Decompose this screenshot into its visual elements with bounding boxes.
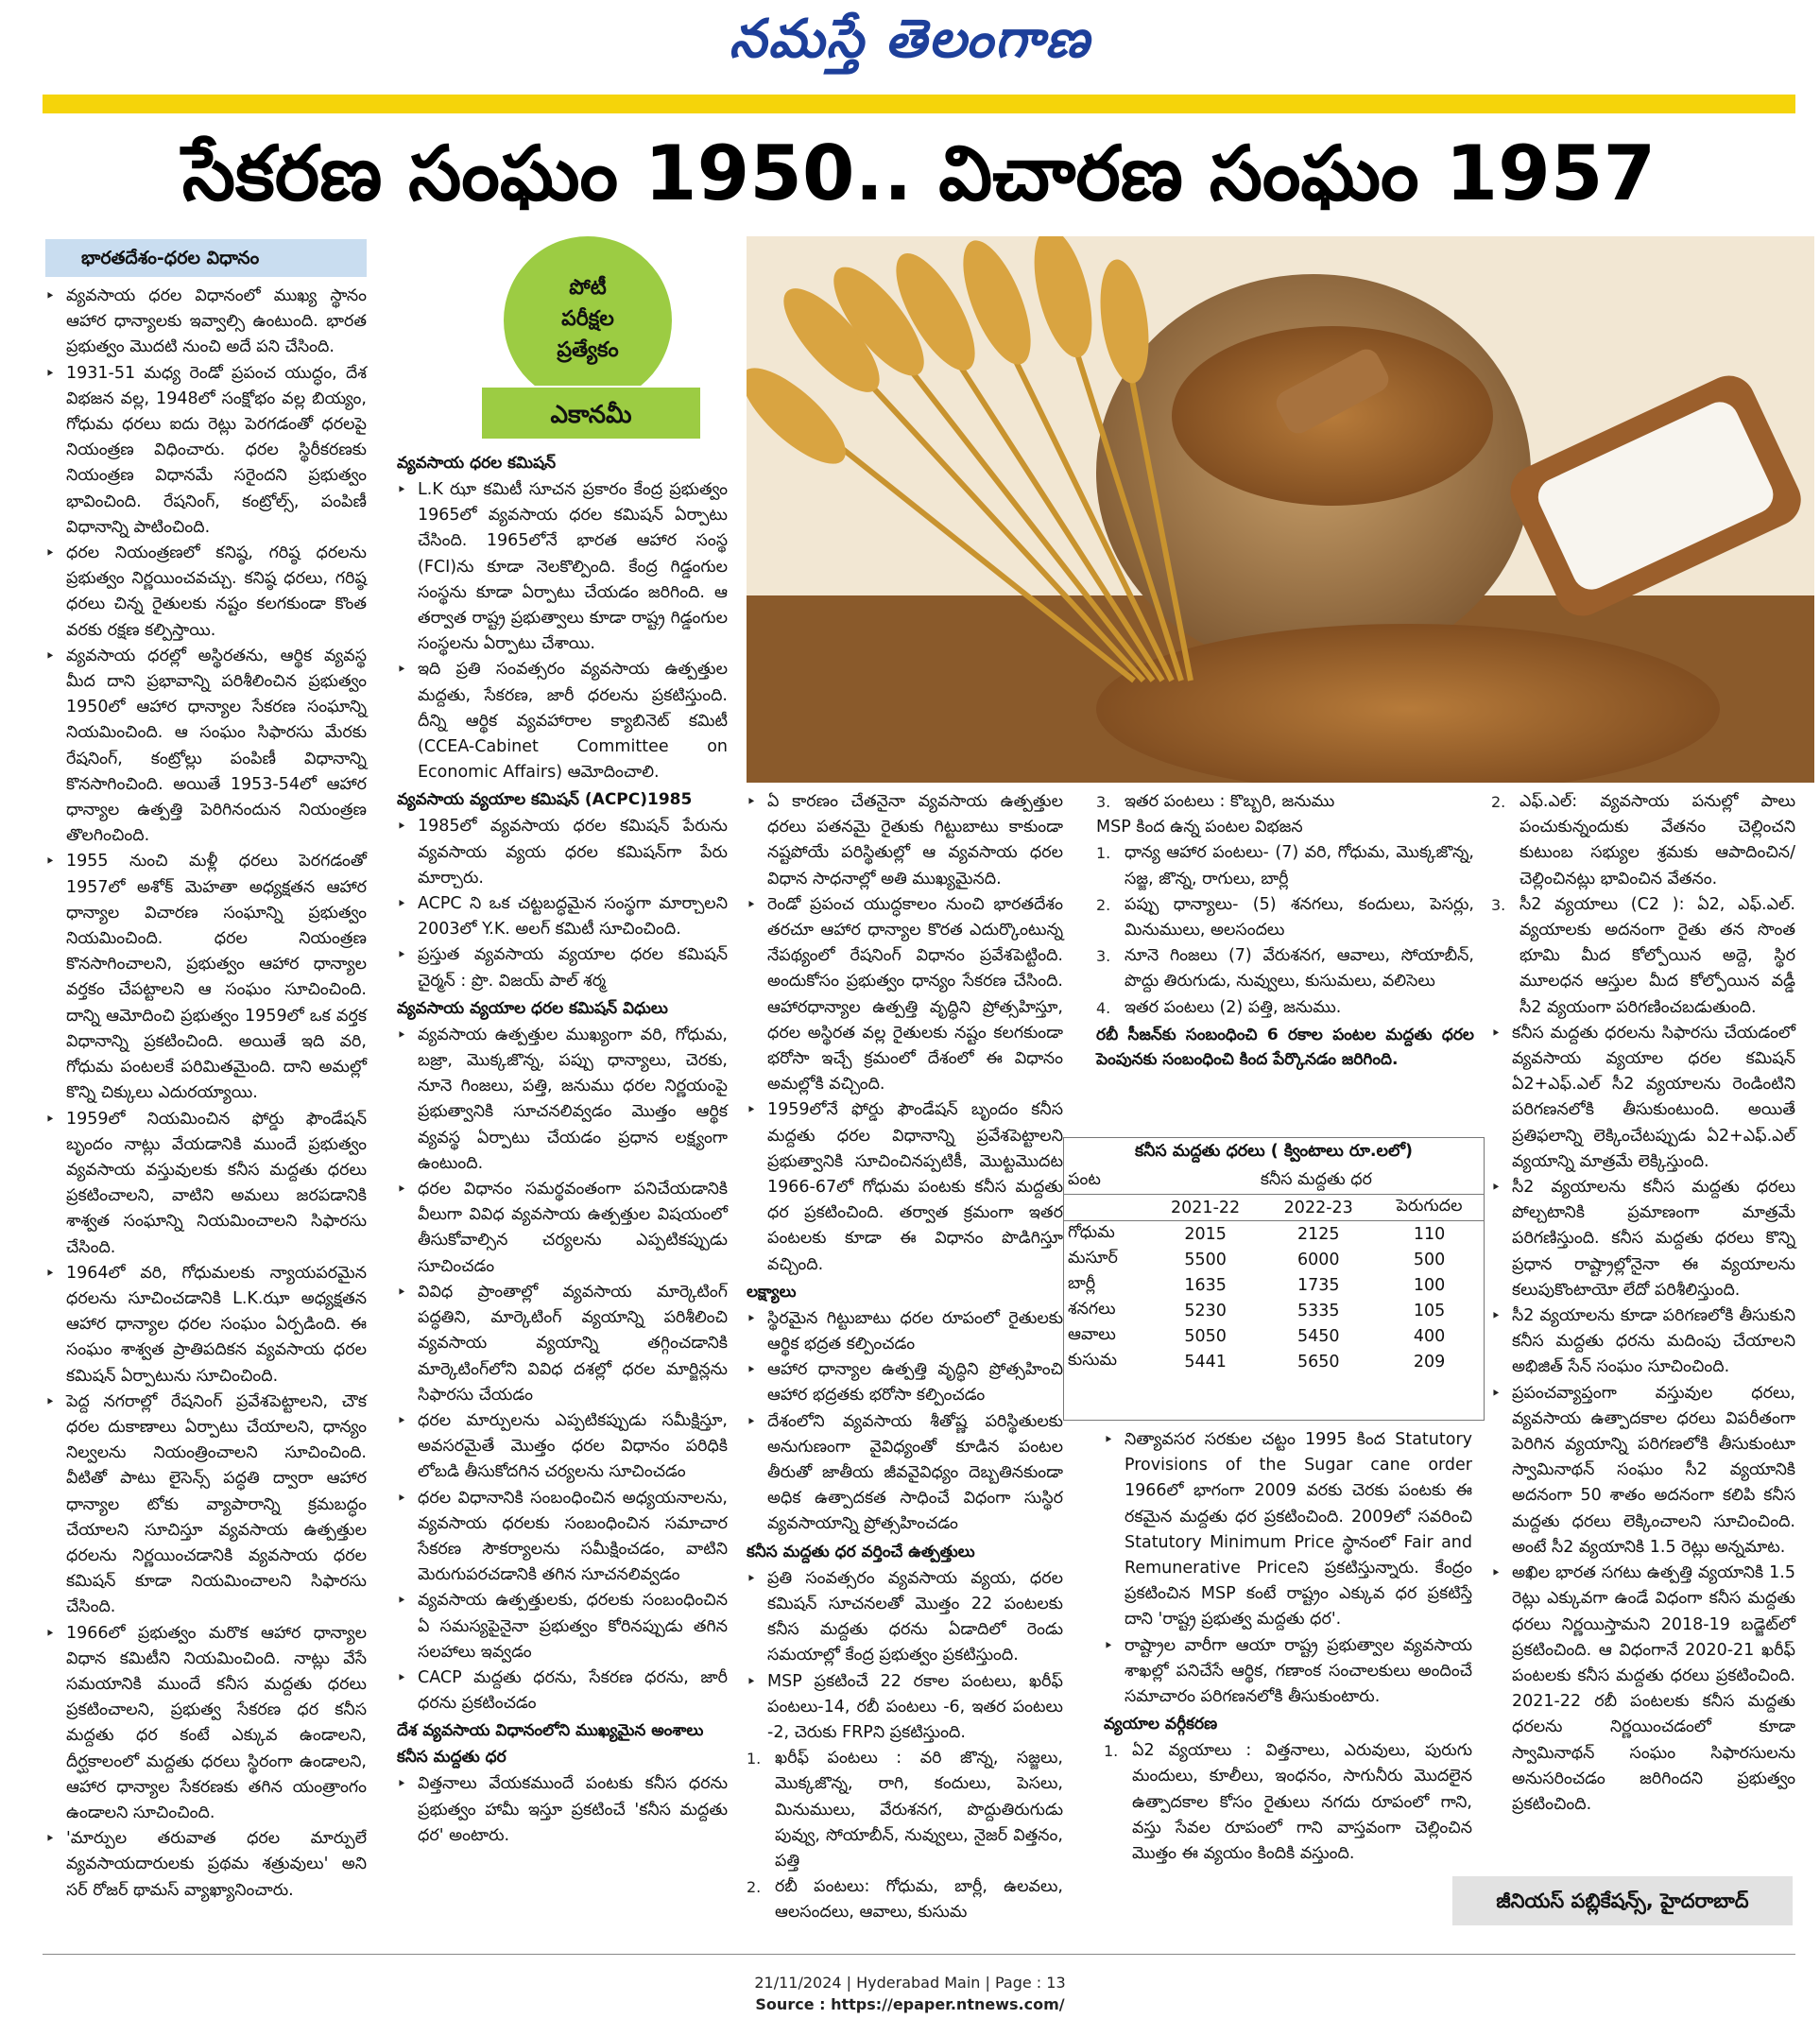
numbered-item: 2. రబీ పంటలు: గోధుమ, బార్లీ, ఉలవలు, ఆలసందలు, ఆవాలు, కుసుమ	[747, 1874, 1063, 1925]
masthead-divider	[43, 95, 1795, 113]
paragraph: ⯈ 'మార్పుల తరువాత ధరల మార్పులే వ్యవసాయదారులకు ప్రథమ శత్రువులు' అని సర్ రోజర్ థామస్ వ్యాఖ్యానించారు.	[45, 1826, 367, 1904]
paragraph: ⯈ ఆహార ధాన్యాల ఉత్పత్తి వృద్ధిని ప్రోత్సహించి ఆహార భద్రతకు భరోసా కల్పించడం	[747, 1357, 1063, 1408]
section-heading: వ్యయాల వర్గీకరణ	[1104, 1715, 1218, 1734]
paragraph: ⯈ 1931-51 మధ్య రెండో ప్రపంచ యుద్ధం, దేశ విభజన వల్ల, 1948లో సంక్షోభం వల్ల బియ్యం, గోధుమ ధరలు ఐదు రెట్లు పెరగడంతో ధరలపై నియంత్రణ విధించారు. ధరల స్థిరీకరణకు నియంత్రణ విధానమే సరైందని ప్రభుత్వం భావించింది. రేషనింగ్, కంట్రోల్స్, పంపిణీ విధానాన్ని పాటించింది.	[45, 361, 367, 541]
paragraph: ⯈ నిత్యావసర సరకుల చట్టం 1995 కింద Statutory Provisions of the Sugar cane order 1966లో భాగంగా 2009 వరకు చెరకు పంటకు ఈ రకమైన మద్దతు ధర ప్రకటించింది. 2009లో సవరించి Statutory Minimum Price స్థానంలో Fair and Remunerative Priceని ప్రకటిస్తున్నారు. కేంద్రం ప్రకటించిన MSP కంటే రాష్ట్రం ఎక్కువ ధర ప్రకటిస్తే దాని 'రాష్ట్ర ప్రభుత్వ మద్దతు ధర'.	[1104, 1427, 1472, 1633]
paragraph: ⯈ 1959లో నియమించిన ఫోర్డు ఫౌండేషన్ బృందం నాట్లు వేయడానికి ముందే ప్రభుత్వం వ్యవసాయ వస్తువులకు కనీస మద్దతు ధరలు ప్రకటించాలని, వాటిని అమలు జరపడానికి శాశ్వత సంఘాన్ని నియమించాలని సిఫారసు చేసింది.	[45, 1107, 367, 1261]
paragraph: ⯈ 1955 నుంచి మళ్లీ ధరలు పెరగడంతో 1957లో అశోక్ మెహతా అధ్యక్షతన ఆహార ధాన్యాల విచారణ సంఘాన్ని ప్రభుత్వం నియమించింది. ధరల నియంత్రణ కొనసాగించాలని, ప్రభుత్వం ఆహార ధాన్యాల వర్తకం చేపట్టాలని ఆ సంఘం సూచించింది. దాన్ని ఆమోదించి ప్రభుత్వం 1959లో ఒక వర్తక విధానాన్ని ప్రకటించింది. అయితే ఇది వరి, గోధుమ పంటలకే పరిమితమైంది. దాని అమల్లో కొన్ని చిక్కులు ఎదురయ్యాయి.	[45, 849, 367, 1106]
section-heading: దేశ వ్యవసాయ విధానంలోని ముఖ్యమైన అంశాలు	[397, 1721, 704, 1741]
paragraph: ⯈ 1959లోనే ఫోర్డు ఫౌండేషన్ బృందం కనీస మద్దతు ధరల విధానాన్ని ప్రవేశపెట్టాలని ప్రభుత్వానికి సూచించినప్పటికీ, మొట్టమొదట 1966-67లో గోధుమ పంటకు కనీస మద్దతు ధర ప్రకటించింది. తర్వాత క్రమంగా ఇతర పంటలకు కూడా ఈ విధానం పొడిగిస్తూ వచ్చింది.	[747, 1097, 1063, 1277]
wheat-illustration	[747, 236, 1814, 783]
paragraph: ⯈ ప్రస్తుత వ్యవసాయ వ్యయాల ధరల కమిషన్ చైర్మన్ : ప్రొ. విజయ్ పాల్ శర్మ	[397, 942, 728, 993]
paragraph: ⯈ ధరల మార్పులను ఎప్పటికప్పుడు సమీక్షిస్తూ, అవసరమైతే మొత్తం ధరల విధానం పరిధికి లోబడి తీసుకోదగిన చర్యలను సూచించడం	[397, 1408, 728, 1486]
badge-line: పోటీ	[569, 276, 607, 300]
increase-cell: 500	[1413, 1250, 1446, 1269]
table-row	[1064, 1349, 1484, 1374]
increase-cell: 110	[1413, 1224, 1446, 1244]
increase-cell: 209	[1413, 1352, 1446, 1372]
column-header: పెరుగుదల	[1375, 1195, 1484, 1221]
paragraph: ⯈ రాష్ట్రాల వారీగా ఆయా రాష్ట్ర ప్రభుత్వాల వ్యవసాయ శాఖల్లో పనిచేసే ఆర్థిక, గణాంక సంచాలకులు అందించే సమాచారం పరిగణనలోకి తీసుకుంటారు.	[1104, 1633, 1472, 1711]
section-heading: కనీస మద్దతు ధర వర్తించే ఉత్పత్తులు	[747, 1542, 975, 1562]
section-heading: వ్యవసాయ ధరల కమిషన్	[397, 454, 557, 473]
price-cell: 5500	[1184, 1250, 1227, 1269]
paragraph: ⯈ 1966లో ప్రభుత్వం మరొక ఆహార ధాన్యాల విధాన కమిటీని నియమించింది. నాట్లు వేసే సమయానికి ముందే కనీస మద్దతు ధరలు ప్రకటించాలని, ప్రభుత్వ సేకరణ ధర కనీస మద్దతు ధర కంటే ఎక్కువ ఉండాలని, దీర్ఘకాలంలో మద్దతు ధరలు స్థిరంగా ఉండాలని, ఆహార ధాన్యాల సేకరణకు తగిన యంత్రాంగం ఉండాలని సూచించింది.	[45, 1621, 367, 1827]
paragraph: ⯈ L.K ఝా కమిటీ సూచన ప్రకారం కేంద్ర ప్రభుత్వం 1965లో వ్యవసాయ ధరల కమిషన్ ఏర్పాటు చేసింది. 1965లోనే భారత ఆహార సంస్థ (FCI)ను కూడా నెలకొల్పింది. కేంద్ర గిడ్డంగుల సంస్థను కూడా ఏర్పాటు చేయడం జరిగింది. ఆ తర్వాత రాష్ట్ర ప్రభుత్వాలు కూడా రాష్ట్ర గిడ్డంగుల సంస్థలను ఏర్పాటు చేశాయి.	[397, 477, 728, 657]
paragraph: ⯈ ప్రతి సంవత్సరం వ్యవసాయ వ్యయ, ధరల కమిషన్ సూచనలతో మొత్తం 22 పంటలకు కనీస మద్దతు ధరను ఏడాదిలో రెండు సమయాల్లో కేంద్ర ప్రభుత్వం ప్రకటిస్తుంది.	[747, 1566, 1063, 1669]
paragraph: ⯈ వ్యవసాయ ఉత్పత్తులకు, ధరలకు సంబంధించిన ఏ సమస్యపైనైనా ప్రభుత్వం కోరినప్పుడు తగిన సలహాలు ఇవ్వడం	[397, 1588, 728, 1665]
column-header: 2021-22	[1149, 1195, 1262, 1221]
column-header: పంట	[1064, 1168, 1149, 1195]
category-label: ఎకానమీ	[480, 386, 702, 440]
numbered-item: 3. ఇతర పంటలు : కొబ్బరి, జనుము	[1096, 789, 1474, 815]
crop-cell: శనగలు	[1068, 1299, 1116, 1319]
column-3	[747, 789, 1063, 1924]
section-heading: రబీ సీజన్‌కు సంబంధించి 6 రకాల పంటల మద్దతు ధరల పెంపునకు సంబంధించి కింద పేర్కొనడం జరిగింది.	[1096, 1025, 1474, 1069]
paragraph: ⯈ ఏ కారణం చేతనైనా వ్యవసాయ ఉత్పత్తుల ధరలు పతనమై రైతుకు గిట్టుబాటు కాకుండా నష్టపోయే పరిస్థితుల్లో ఆ వ్యవసాయ ధరల విధాన సాధనాల్లో అతి ముఖ్యమైనది.	[747, 789, 1063, 892]
price-cell: 1635	[1184, 1275, 1227, 1295]
crop-cell: బార్లీ	[1068, 1273, 1096, 1293]
section-heading: వ్యవసాయ వ్యయాల కమిషన్ (ACPC)1985	[397, 790, 693, 810]
paragraph: ⯈ పెద్ద నగరాల్లో రేషనింగ్ ప్రవేశపెట్టాలని, చౌక ధరల దుకాణాలు ఏర్పాటు చేయాలని, ధాన్యం నిల్వలను నియంత్రించాలని సూచించింది. వీటితో పాటు లైసెన్స్ పద్ధతి ద్వారా ఆహార ధాన్యాల టోకు వ్యాపారాన్ని క్రమబద్ధం చేయాలని సూచిస్తూ వ్యవసాయ ఉత్పత్తుల ధరలను నిర్ణయించడానికి వ్యవసాయ ధరల కమిషన్ కూడా నియమించాలని సిఫారసు చేసింది.	[45, 1389, 367, 1621]
price-cell: 2015	[1184, 1224, 1227, 1244]
paragraph: ⯈ MSP ప్రకటించే 22 రకాల పంటలు, ఖరీఫ్ పంటలు-14, రబీ పంటలు -6, ఇతర పంటలు -2, చెరుకు FRPని ప్రకటిస్తుంది.	[747, 1669, 1063, 1747]
section-heading: కనీస మద్దతు ధర	[397, 1748, 507, 1768]
numbered-item: 1. ధాన్య ఆహార పంటలు- (7) వరి, గోధుమ, మొక్కజొన్న, సజ్జ, జొన్న, రాగులు, బార్లీ	[1096, 840, 1474, 891]
increase-cell: 100	[1413, 1275, 1446, 1295]
paragraph: MSP కింద ఉన్న పంటల విభజన	[1096, 818, 1303, 837]
price-cell: 5650	[1296, 1352, 1340, 1372]
paragraph: ⯈ వ్యవసాయ ధరల్లో అస్థిరతను, ఆర్థిక వ్యవస్థ మీద దాని ప్రభావాన్ని పరిశీలించిన ప్రభుత్వం 1950లో ఆహార ధాన్యాల సేకరణ సంఘాన్ని నియమించింది. ఆ సంఘం సిఫారసు మేరకు రేషనింగ్, కంట్రోల్లు పంపిణీ విధానాన్ని కొనసాగించింది. అయితే 1953-54లో ఆహార ధాన్యాల ఉత్పత్తి పెరిగినందున నియంత్రణ తొలగించింది.	[45, 644, 367, 850]
paragraph: ⯈ ఇది ప్రతి సంవత్సరం వ్యవసాయ ఉత్పత్తుల మద్దతు, సేకరణ, జారీ ధరలను ప్రకటిస్తుంది. దీన్ని ఆర్థిక వ్యవహారాల క్యాబినెట్ కమిటీ (CCEA-Cabinet Committee on Economic Affairs) ఆమోదించాలి.	[397, 657, 728, 785]
crop-cell: కుసుమ	[1068, 1350, 1118, 1370]
column-5	[1491, 789, 1795, 1867]
paragraph: ⯈ సీ2 వ్యయాలను కూడా పరిగణలోకి తీసుకుని కనీస మద్దతు ధరను మదింపు చేయాలని అభిజిత్ సేన్ సంఘం సూచించింది.	[1491, 1303, 1795, 1381]
increase-cell: 105	[1413, 1301, 1446, 1320]
column-4-bottom	[1104, 1427, 1472, 1928]
paragraph: ⯈ అఖిల భారత సగటు ఉత్పత్తి వ్యయానికి 1.5 రెట్లు ఎక్కువగా ఉండే విధంగా కనీస మద్దతు ధరలు నిర్ణయిస్తామని 2018-19 బడ్జెట్‌లో ప్రకటించింది. ఆ విధంగానే 2020-21 ఖరీఫ్ పంటలకు కనీస మద్దతు ధరలు ప్రకటించింది. 2021-22 రబీ పంటలకు కనీస మద్దతు ధరలను నిర్ణయించడంలో కూడా స్వామినాథన్ సంఘం సిఫారసులను అనుసరించడం జరిగిందని ప్రభుత్వం ప్రకటించింది.	[1491, 1561, 1795, 1818]
price-cell: 5230	[1184, 1301, 1227, 1320]
exam-special-badge	[504, 236, 672, 405]
paragraph: ⯈ ప్రపంచవ్యాప్తంగా వస్తువుల ధరలు, వ్యవసాయ ఉత్పాదకాల ధరలు విపరీతంగా పెరిగిన వ్యయాన్ని పరిగణలోకి తీసుకుంటూ స్వామినాథన్ సంఘం సీ2 వ్యయానికి అదనంగా 50 శాతం అదనంగా కలిపి కనీస మద్దతు ధరలు లెక్కించాలని సూచించింది. అంటే సీ2 వ్యయానికి 1.5 రెట్లు అన్నమాట.	[1491, 1381, 1795, 1561]
numbered-item: 4. ఇతర పంటలు (2) పత్తి, జనుము.	[1096, 995, 1474, 1021]
price-cell: 6000	[1296, 1250, 1340, 1269]
section-heading: వ్యవసాయ వ్యయాల ధరల కమిషన్ విధులు	[397, 998, 668, 1018]
paragraph: ⯈ 1985లో వ్యవసాయ ధరల కమిషన్ పేరును వ్యవసాయ వ్యయ ధరల కమిషన్‌గా పేరు మార్చారు.	[397, 814, 728, 891]
edition-info: 21/11/2024 | Hyderabad Main | Page : 13	[754, 1974, 1066, 1992]
footer-divider	[43, 1954, 1795, 1955]
paragraph: ⯈ ధరల నియంత్రణలో కనిష్ఠ, గరిష్ఠ ధరలను ప్రభుత్వం నిర్ణయించవచ్చు. కనిష్ఠ ధరలు, గరిష్ఠ ధరలు చిన్న రైతులకు నష్టం కలగకుండా కొంత వరకు రక్షణ కల్పిస్తాయి.	[45, 541, 367, 644]
paragraph: ⯈ సీ2 వ్యయాలను కనీస మద్దతు ధరలు పోల్చటానికి ప్రమాణంగా మాత్రమే పరిగణిస్తుంది. కనీస మద్దతు ధరలు కొన్ని ప్రధాన రాష్ట్రాల్లోనైనా ఈ వ్యయాలను కలుపుకొంటాయో లేదో పరిశీలిస్తుంది.	[1491, 1175, 1795, 1303]
publisher-credit: జీనియస్ పబ్లికేషన్స్, హైదరాబాద్	[1452, 1876, 1793, 1925]
table-row	[1064, 1298, 1484, 1323]
table-row	[1064, 1247, 1484, 1272]
paragraph: ⯈ ACPC ని ఒక చట్టబద్ధమైన సంస్థగా మార్చాలని 2003లో Y.K. అలగ్ కమిటీ సూచించింది.	[397, 891, 728, 942]
numbered-item: 1. ఏ2 వ్యయాలు : విత్తనాలు, ఎరువులు, పురుగు మందులు, కూలీలు, ఇంధనం, సాగునీరు మొదలైన ఉత్పాదకాల కోసం రైతులు నగదు రూపంలో గాని, వస్తు సేవల రూపంలో గాని వాస్తవంగా చెల్లించిన మొత్తం ఈ వ్యయం కిందికి వస్తుంది.	[1104, 1738, 1472, 1867]
paragraph: ⯈ 1964లో వరి, గోధుమలకు న్యాయపరమైన ధరలను సూచించడానికి L.K.ఝా అధ్యక్షతన ఆహార ధాన్యాల ధరల సంఘం ఏర్పడింది. ఈ సంఘం శాశ్వత ప్రాతిపదికన వ్యవసాయ ధరల కమిషన్ ఏర్పాటును సూచించింది.	[45, 1261, 367, 1389]
paragraph: ⯈ దేశంలోని వ్యవసాయ శీతోష్ణ పరిస్థితులకు అనుగుణంగా వైవిధ్యంతో కూడిన పంటల తీరుతో జాతీయ జీవవైవిధ్యం దెబ్బతినకుండా అధిక ఉత్పాదకత సాధించే విధంగా సుస్థిర వ్యవసాయాన్ని ప్రోత్సహించడం	[747, 1409, 1063, 1538]
column-1	[45, 284, 367, 1947]
price-cell: 5450	[1296, 1326, 1340, 1346]
paragraph: ⯈ స్థిరమైన గిట్టుబాటు ధరల రూపంలో రైతులకు ఆర్థిక భద్రత కల్పించడం	[747, 1306, 1063, 1357]
numbered-item: 2. పప్పు ధాన్యాలు- (5) శనగలు, కందులు, పెసర్లు, మినుములు, అలసందలు	[1096, 892, 1474, 943]
column-2	[397, 449, 728, 1924]
badge-line: ప్రత్యేకం	[557, 338, 619, 362]
numbered-item: 3. సీ2 వ్యయాలు (C2 ): ఏ2, ఎఫ్.ఎల్. వ్యయాలకు అదనంగా రైతు తన సొంత భూమి మీద కోల్పోయిన అద్దె, స్థిర మూలధన ఆస్తుల మీద కోల్పోయిన వడ్డీ సీ2 వ్యయంగా పరిగణించబడుతుంది.	[1491, 892, 1795, 1021]
crop-cell: ఆవాలు	[1068, 1324, 1116, 1344]
table-row	[1064, 1221, 1484, 1248]
paragraph: ⯈ ధరల విధానానికి సంబంధించిన అధ్యయనాలను, వ్యవసాయ ధరలకు సంబంధించిన సమాచార సేకరణ సౌకర్యాలను సమీక్షించడం, వాటిని మెరుగుపరచడానికి తగిన సూచనలివ్వడం	[397, 1486, 728, 1589]
section-tag: భారతదేశం-ధరల విధానం	[45, 239, 367, 277]
crop-cell: గోధుమ	[1068, 1222, 1115, 1242]
paragraph: ⯈ కనీస మద్దతు ధరలను సిఫారసు చేయడంలో వ్యవసాయ వ్యయాల ధరల కమిషన్ ఏ2+ఎఫ్.ఎల్ సీ2 వ్యయాలను రెండింటిని పరిగణనలోకి తీసుకుంటుంది. అయితే ప్రతిఫలాన్ని లెక్కించేటప్పుడు ఏ2+ఎఫ్.ఎల్ వ్యయాన్ని మాత్రమే లెక్కిస్తుంది.	[1491, 1021, 1795, 1175]
masthead-logo: నమస్తే తెలంగాణ	[729, 8, 1091, 70]
column-header: 2022-23	[1262, 1195, 1375, 1221]
price-cell: 5335	[1296, 1301, 1340, 1320]
column-4-top	[1096, 789, 1474, 1134]
paragraph: ⯈ రెండో ప్రపంచ యుద్ధకాలం నుంచి భారతదేశం తరచూ ఆహార ధాన్యాల కొరత ఎదుర్కొంటున్న నేపథ్యంలో రేషనింగ్ విధానం ప్రవేశపెట్టింది. అందుకోసం ప్రభుత్వం ధాన్యం సేకరణ చేసింది. ఆహారధాన్యాల ఉత్పత్తి వృద్ధిని ప్రోత్సహిస్తూ, ధరల అస్థిరత వల్ల రైతులకు నష్టం కలగకుండా భరోసా ఇచ్చే క్రమంలో దేశంలో ఈ విధానం అమల్లోకి వచ్చింది.	[747, 892, 1063, 1098]
table-caption: కనీస మద్దతు ధరలు ( క్వింటాలు రూ.లలో)	[1135, 1142, 1413, 1161]
wheat-grain-photo	[747, 236, 1814, 783]
paragraph: ⯈ వ్యవసాయ ధరల విధానంలో ముఖ్య స్థానం ఆహార ధాన్యాలకు ఇవ్వాల్సి ఉంటుంది. భారత ప్రభుత్వం మొదటి నుంచి అదే పని చేసింది.	[45, 284, 367, 361]
price-cell: 5050	[1184, 1326, 1227, 1346]
price-cell: 2125	[1296, 1224, 1340, 1244]
source-link[interactable]: Source : https://epaper.ntnews.com/	[755, 1995, 1065, 2013]
paragraph: ⯈ వ్యవసాయ ఉత్పత్తుల ముఖ్యంగా వరి, గోధుమ, బజ్రా, మొక్కజొన్న, పప్పు ధాన్యాలు, చెరకు, నూనె గింజలు, పత్తి, జనుము ధరల నిర్ణయంపై ప్రభుత్వానికి సూచనలివ్వడం మొత్తం ఆర్థిక వ్యవస్థ ఏర్పాటు చేయడం ప్రధాన లక్ష్యంగా ఉంటుంది.	[397, 1023, 728, 1177]
paragraph: ⯈ ధరల విధానం సమర్థవంతంగా పనిచేయడానికి వీలుగా వివిధ వ్యవసాయ ఉత్పత్తుల విషయంలో తీసుకోవాల్సిన చర్యలను ఎప్పటికప్పుడు సూచించడం	[397, 1177, 728, 1280]
headline: సేకరణ సంఘం 1950.. విచారణ సంఘం 1957	[181, 129, 1657, 217]
msp-table	[1063, 1137, 1485, 1421]
paragraph: ⯈ CACP మద్దతు ధరను, సేకరణ ధరను, జారీ ధరను ప్రకటించడం	[397, 1665, 728, 1717]
crop-cell: మసూర్	[1068, 1248, 1118, 1268]
numbered-item: 1. ఖరీఫ్ పంటలు : వరి జొన్న, సజ్జలు, మొక్కజొన్న, రాగి, కందులు, పెసలు, మినుములు, వేరుశనగ, పొద్దుతిరుగుడు పువ్వు, సోయాబీన్, నువ్వులు, నైజర్ విత్తనం, పత్తి	[747, 1746, 1063, 1874]
section-heading: లక్ష్యాలు	[747, 1282, 797, 1302]
table-row	[1064, 1323, 1484, 1349]
numbered-item: 2. ఎఫ్.ఎల్: వ్యవసాయ పనుల్లో పాలు పంచుకున్నందుకు వేతనం చెల్లించని కుటుంబ సభ్యుల శ్రమకు ఆపాదించిన/చెల్లించినట్లు భావించిన వేతనం.	[1491, 789, 1795, 892]
numbered-item: 3. నూనె గింజలు (7) వేరుశనగ, ఆవాలు, సోయాబీన్, పొద్దు తిరుగుడు, నువ్వులు, కుసుమలు, వలిసెలు	[1096, 943, 1474, 994]
table-row	[1064, 1272, 1484, 1298]
column-header: కనీస మద్దతు ధర	[1149, 1168, 1484, 1195]
badge-line: పరీక్షల	[561, 307, 614, 331]
increase-cell: 400	[1413, 1326, 1446, 1346]
paragraph: ⯈ వివిధ ప్రాంతాల్లో వ్యవసాయ మార్కెటింగ్ పద్ధతిని, మార్కెటింగ్ వ్యయాన్ని పరిశీలించి వ్యవసాయ వ్యయాన్ని తగ్గించడానికి మార్కెటింగ్‌లోని వివిధ దశల్లో ధరల మార్జిన్లను సిఫారసు చేయడం	[397, 1280, 728, 1408]
price-cell: 1735	[1296, 1275, 1340, 1295]
price-cell: 5441	[1184, 1352, 1227, 1372]
paragraph: ⯈ విత్తనాలు వేయకముందే పంటకు కనీస ధరను ప్రభుత్వం హామీ ఇస్తూ ప్రకటించే 'కనీస మద్దతు ధర' అంటారు.	[397, 1771, 728, 1849]
